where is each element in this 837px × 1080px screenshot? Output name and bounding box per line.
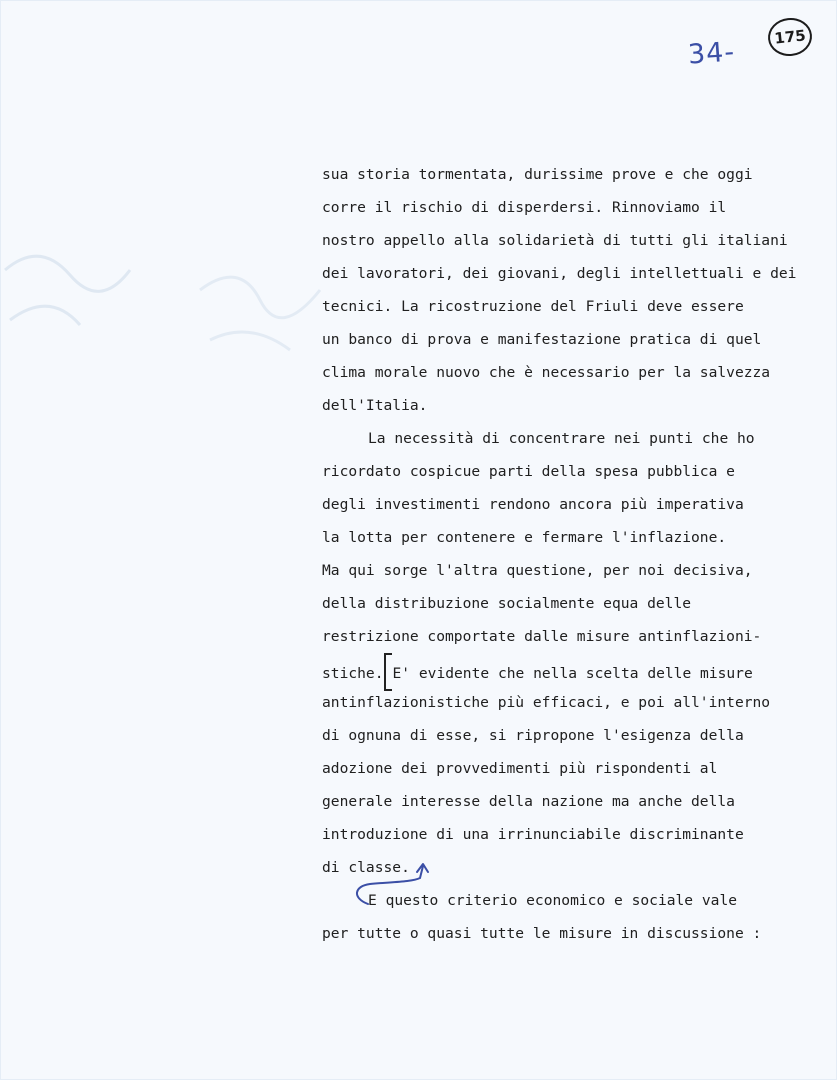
text-line: dei lavoratori, dei giovani, degli intellettuali e dei bbox=[322, 265, 797, 282]
text-line: restrizione comportate dalle misure antinflazioni- bbox=[322, 628, 762, 645]
text-line: ricordato cospicue parti della spesa pubblica e bbox=[322, 463, 735, 480]
text-line: per tutte o quasi tutte le misure in discussione : bbox=[322, 925, 762, 942]
text-line: di ognuna di esse, si ripropone l'esigenza della bbox=[322, 727, 744, 744]
text-segment: stiche. bbox=[322, 665, 384, 682]
typed-text-body bbox=[322, 158, 832, 950]
text-line: generale interesse della nazione ma anche della bbox=[322, 793, 735, 810]
text-line: della distribuzione socialmente equa delle bbox=[322, 595, 692, 612]
text-line: antinflazionistiche più efficaci, e poi all'interno bbox=[322, 694, 771, 711]
text-line: corre il rischio di disperdersi. Rinnoviamo il bbox=[322, 199, 727, 216]
text-line: dell'Italia. bbox=[322, 397, 428, 414]
text-line: di classe. bbox=[322, 859, 410, 876]
handwritten-page-number: 34- bbox=[686, 36, 737, 71]
folio-stamp: 175 bbox=[766, 16, 814, 58]
text-line: la lotta per contenere e fermare l'inflazione. bbox=[322, 529, 727, 546]
text-line: La necessità di concentrare nei punti che ho bbox=[368, 430, 755, 447]
text-line: E questo criterio economico e sociale vale bbox=[368, 892, 738, 909]
text-line: sua storia tormentata, durissime prove e che oggi bbox=[322, 166, 753, 183]
text-line: introduzione di una irrinunciabile discriminante bbox=[322, 826, 744, 843]
text-line: un banco di prova e manifestazione pratica di quel bbox=[322, 331, 762, 348]
text-line-with-bracket bbox=[322, 653, 832, 686]
text-line: adozione dei provvedimenti più rispondenti al bbox=[322, 760, 718, 777]
text-line: tecnici. La ricostruzione del Friuli deve essere bbox=[322, 298, 744, 315]
text-line: nostro appello alla solidarietà di tutti gli italiani bbox=[322, 232, 788, 249]
text-line: degli investimenti rendono ancora più imperativa bbox=[322, 496, 744, 513]
handwritten-insert-arrow bbox=[350, 860, 440, 910]
text-line: Ma qui sorge l'altra questione, per noi decisiva, bbox=[322, 562, 753, 579]
text-line: clima morale nuovo che è necessario per la salvezza bbox=[322, 364, 771, 381]
text-segment: E' evidente che nella scelta delle misure bbox=[392, 665, 753, 682]
